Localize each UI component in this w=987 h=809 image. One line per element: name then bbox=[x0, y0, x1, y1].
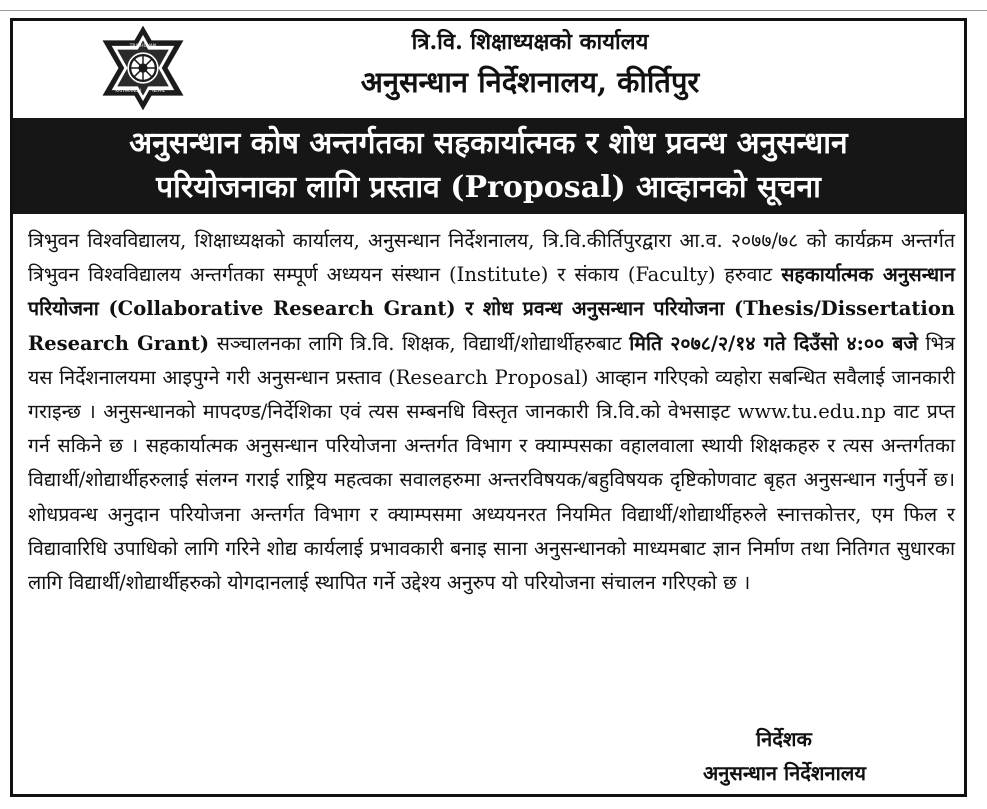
notice-title-banner bbox=[13, 118, 964, 214]
notice-title-line-1: अनुसन्धान कोष अन्तर्गतका सहकार्यात्मक र शोध प्रवन्ध अनुसन्धान bbox=[129, 126, 848, 161]
university-emblem-icon bbox=[97, 22, 189, 114]
svg-text:KATHMANDU: KATHMANDU bbox=[115, 87, 142, 93]
svg-text:TRIBHUVAN: TRIBHUVAN bbox=[129, 43, 157, 49]
signature-organization: अनुसन्धान निर्देशनालय bbox=[703, 761, 866, 785]
signature-title: निर्देशक bbox=[756, 727, 812, 751]
body-bold-deadline: मिति २०७८/२/१४ गते दिउँसो ४:०० बजे bbox=[629, 331, 918, 355]
svg-text:NEPAL: NEPAL bbox=[152, 87, 166, 93]
notice-body bbox=[28, 224, 955, 600]
top-rule bbox=[0, 10, 987, 11]
body-text-details: भित्र यस निर्देशनालयमा आइपुग्ने गरी अनुसन्धान प्रस्ताव (Research Proposal) आव्हान गरिएको व्यहोरा सबन्धित सवैलाई जानकारी गराइन्छ । अनुसन्धानको मापदण्ड/निर्देशिका एवं त्यस सम्बनधि विस्तृत जानकारी त्रि.वि.को वेभसाइट www.tu.edu.np वाट प्रप्त गर्न सकिने छ । सहकार्यात्मक अनुसन्धान परियोजना अन्तर्गत विभाग र क्याम्पसका वहालवाला स्थायी शिक्षकहरु र त्यस अन्तर्गतका विद्यार्थी/शोद्यार्थीहरुलाई संलग्न गराई राष्ट्रिय महत्वका सवालहरुमा अन्तरविषयक/बहुविषयक दृष्टिकोणवाट बृहत अनुसन्धान गर्नुपर्ने छ। शोधप्रवन्ध अनुदान परियोजना अन्तर्गत विभाग र क्याम्पसमा अध्ययनरत नियमित विद्यार्थी/शोद्यार्थीहरुले स्नात्तकोत्तर, एम फिल र विद्यावारिधि उपाधिको लागि गरिने शोद्य कार्यलाई प्रभावकारी बनाइ साना अनुसन्धानको माध्यमबाट ज्ञान निर्माण तथा नितिगत सुधारका लागि विद्यार्थी/शोद्यार्थीहरुको योगदानलाई स्थापित गर्ने उद्देश्य अनुरुप यो परियोजना संचालन गरिएको छ । bbox=[28, 331, 956, 595]
notice-title-line-2: परियोजनाका लागि प्रस्ताव (Proposal) आव्हानको सूचना bbox=[156, 170, 821, 205]
directorate-name: अनुसन्धान निर्देशनालय, कीर्तिपुर bbox=[360, 65, 700, 99]
body-text-middle: सञ्चालनका लागि त्रि.वि. शिक्षक, विद्यार्थी/शोद्यार्थीहरुबाट bbox=[209, 331, 630, 355]
office-name: त्रि.वि. शिक्षाध्यक्षको कार्यालय bbox=[411, 29, 649, 55]
body-bold-projects: सहकार्यात्मक अनुसन्धान परियोजना (Collaborative Research Grant) र शोध प्रवन्ध अनुसन्धान परियोजना (Thesis/Dissertation Research Grant) bbox=[28, 263, 955, 355]
body-text-intro: त्रिभुवन विश्वविद्यालय, शिक्षाध्यक्षको कार्यालय, अनुसन्धान निर्देशनालय, त्रि.वि.कीर्तिपुरद्वारा आ.व. २०७७/७८ को कार्यक्रम अन्तर्गत त्रिभुवन विश्वविद्यालय अन्तर्गतका सम्पूर्ण अध्ययन संस्थान (Institute) र संकाय (Faculty) हरुवाट bbox=[28, 229, 955, 287]
signature-block bbox=[683, 722, 943, 790]
